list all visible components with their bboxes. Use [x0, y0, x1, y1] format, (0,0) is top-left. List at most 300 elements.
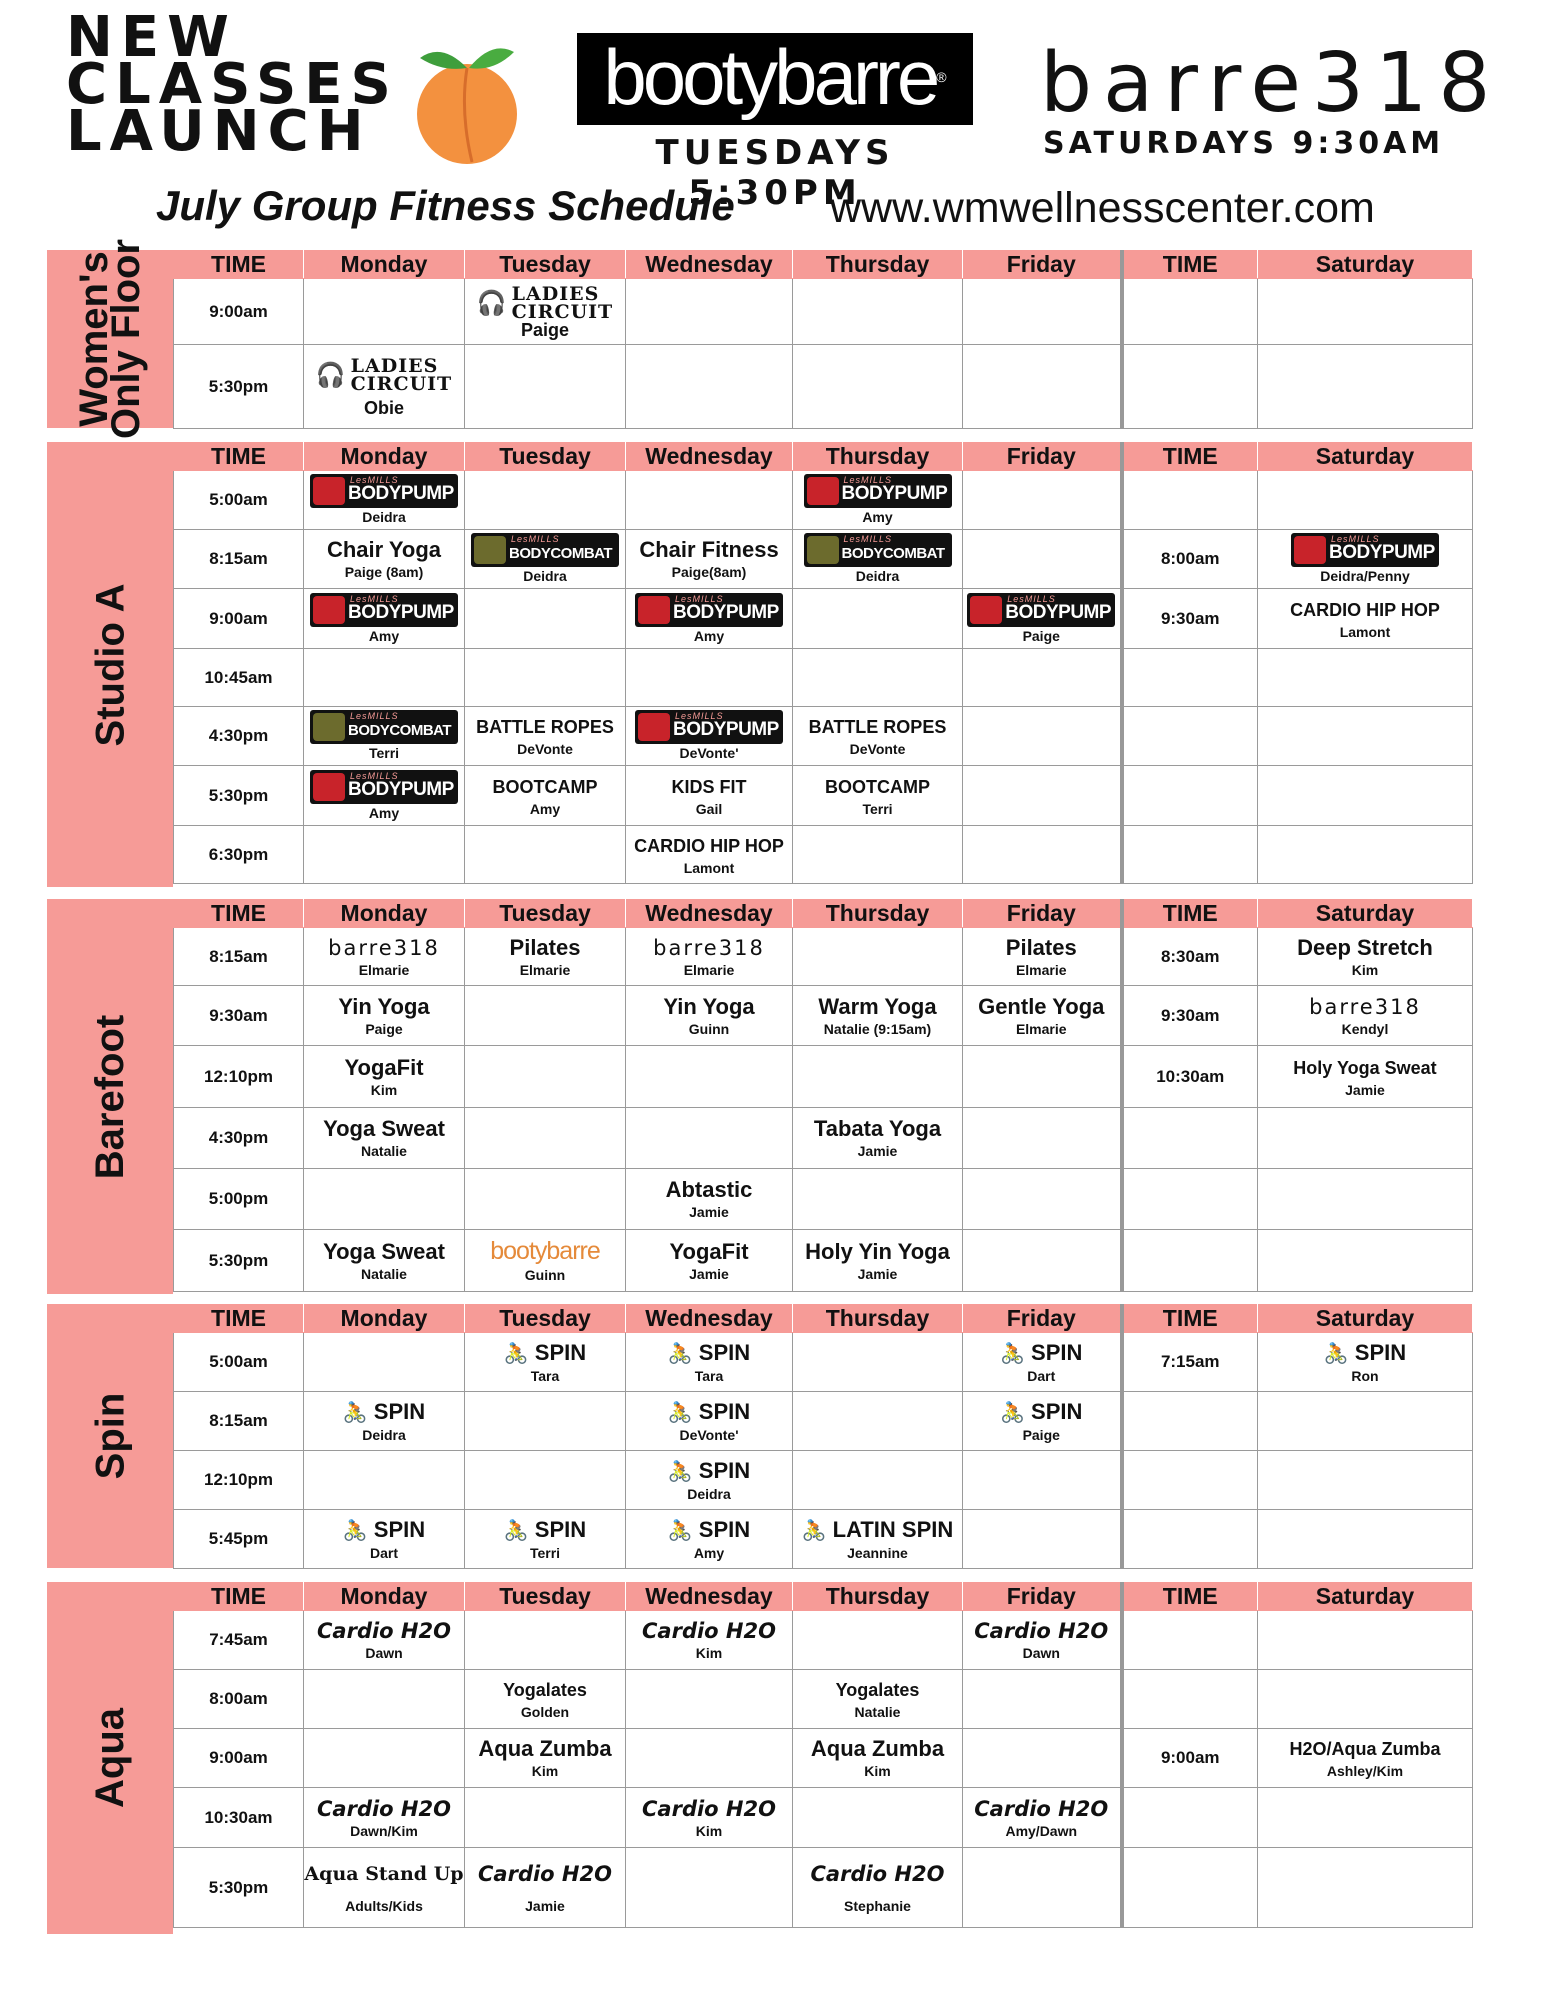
time-cell: 4:30pm: [174, 1108, 304, 1169]
class-name: BATTLE ROPES: [808, 717, 947, 737]
header-row: TIME Monday Tuesday Wednesday Thursday Friday TIME Saturday: [174, 251, 1473, 279]
class-cell: [304, 345, 465, 429]
instructor: Amy: [368, 627, 400, 644]
class-name: BOOTCAMP: [825, 776, 930, 797]
instructor: Jamie: [689, 1204, 729, 1220]
time-cell: 9:30am: [1122, 589, 1258, 649]
bodypump-logo: LesMILLS BODYPUMP: [635, 710, 783, 744]
class-name: CARDIO HIP HOP: [1290, 599, 1440, 620]
table-row: [174, 1046, 1473, 1108]
time-cell: 8:15am: [174, 530, 304, 589]
time-cell: 9:00am: [174, 589, 304, 649]
time-cell: 8:15am: [174, 928, 304, 986]
time-cell: 9:00am: [174, 1729, 304, 1788]
class-name: Aqua Zumba: [810, 1736, 945, 1761]
class-cell: [793, 707, 963, 766]
class-cell: [626, 766, 793, 826]
instructor: Kim: [531, 1763, 559, 1779]
bodycombat-logo: LesMILLS BODYCOMBAT: [471, 533, 619, 567]
class-cell: [1258, 928, 1473, 986]
class-cell: [304, 1788, 465, 1848]
time-cell: 5:30pm: [174, 1848, 304, 1928]
class-cell: [626, 986, 793, 1046]
bike-icon: 🚴: [342, 1401, 368, 1424]
bike-icon: 🚴: [667, 1519, 693, 1542]
bike-icon: 🚴: [1323, 1342, 1349, 1365]
bike-icon: 🚴: [342, 1519, 368, 1542]
class-cell: [626, 589, 793, 649]
time-cell: 5:30pm: [174, 766, 304, 826]
headphones-icon: 🎧: [315, 359, 347, 389]
table-row: [174, 1392, 1473, 1451]
instructor: Dawn: [1022, 1645, 1060, 1661]
class-name: YogaFit: [669, 1238, 749, 1264]
class-cell: [465, 928, 626, 986]
table-row: [174, 826, 1473, 884]
instructor: Deidra: [362, 1426, 406, 1443]
time-cell: 8:00am: [174, 1670, 304, 1729]
class-name: Yin Yoga: [663, 993, 755, 1019]
class-cell: [793, 1670, 963, 1729]
table-row: [174, 649, 1473, 707]
table-row: [174, 345, 1473, 429]
class-name: Cardio H2O: [642, 1796, 776, 1821]
instructor: Kim: [370, 1081, 398, 1098]
instructor: Amy: [693, 1544, 725, 1561]
time-cell: 10:45am: [174, 649, 304, 707]
class-cell: [304, 1611, 465, 1670]
ladies-circuit-logo: 🎧 LADIES CIRCUIT: [315, 354, 453, 395]
instructor: Terri: [529, 1544, 561, 1561]
schedule-table: [173, 442, 1473, 884]
time-cell: 5:30pm: [174, 1230, 304, 1292]
class-name: SPIN: [1031, 1339, 1083, 1365]
instructor: Natalie: [361, 1143, 407, 1159]
instructor: Kendyl: [1341, 1020, 1389, 1037]
class-name: barre318: [1309, 994, 1421, 1019]
bike-icon: 🚴: [1000, 1342, 1026, 1365]
class-name: SPIN: [1354, 1339, 1407, 1365]
class-name: BOOTCAMP: [492, 776, 598, 797]
time-cell: 9:00am: [174, 279, 304, 345]
bodypump-logo: LesMILLS BODYPUMP: [804, 474, 952, 508]
bodycombat-logo: LesMILLS BODYCOMBAT: [804, 533, 952, 567]
headphones-icon: 🎧: [476, 287, 508, 317]
class-cell: [793, 1729, 963, 1788]
bike-icon: 🚴: [667, 1342, 693, 1365]
table-row: [174, 1788, 1473, 1848]
table-row: [174, 589, 1473, 649]
table-row: [174, 530, 1473, 589]
instructor: Amy: [529, 800, 561, 817]
class-cell: [793, 471, 963, 530]
bodypump-logo: LesMILLS BODYPUMP: [967, 593, 1115, 627]
class-cell: [1258, 1729, 1473, 1788]
instructor: Tara: [694, 1367, 724, 1384]
class-name: Cardio H2O: [642, 1619, 776, 1643]
class-cell: [465, 766, 626, 826]
table-row: [174, 1169, 1473, 1230]
instructor: Paige (8am): [344, 564, 424, 580]
section-womens-only-floor: [47, 239, 1472, 439]
bike-icon: 🚴: [503, 1519, 529, 1542]
class-name: SPIN: [698, 1398, 751, 1424]
instructor: Stephanie: [844, 1897, 911, 1914]
header-row: TIME Monday Tuesday Wednesday Thursday Friday TIME Saturday: [174, 1583, 1473, 1611]
time-cell: 9:30am: [1122, 986, 1258, 1046]
instructor: Terri: [368, 745, 400, 761]
instructor: Lamont: [1339, 623, 1391, 640]
class-name: Pilates: [1005, 934, 1077, 960]
time-cell: 4:30pm: [174, 707, 304, 766]
class-name: Yogalates: [835, 1680, 920, 1700]
table-row: [174, 1848, 1473, 1928]
class-cell: [626, 1510, 793, 1569]
class-cell: [304, 928, 465, 986]
table-row: [174, 986, 1473, 1046]
time-cell: 5:30pm: [174, 345, 304, 429]
bodypump-logo: LesMILLS BODYPUMP: [310, 474, 458, 508]
instructor: Elmarie: [1015, 961, 1067, 978]
table-row: [174, 1108, 1473, 1169]
instructor: Deidra: [523, 568, 567, 584]
section-label: Studio A: [88, 583, 132, 746]
class-cell: [963, 589, 1122, 649]
website-url: www.wmwellnesscenter.com: [830, 184, 1375, 232]
class-cell: [304, 1848, 465, 1928]
page-header: [0, 0, 1545, 245]
schedule-table: [173, 250, 1473, 429]
instructor: DeVonte': [679, 745, 739, 761]
instructor: Amy/Dawn: [1005, 1822, 1078, 1839]
class-cell: [304, 589, 465, 649]
instructor: Dart: [369, 1544, 398, 1561]
class-name: Yoga Sweat: [323, 1116, 445, 1141]
instructor: Natalie: [854, 1704, 901, 1720]
class-cell: [963, 1788, 1122, 1848]
class-name: Holy Yoga Sweat: [1293, 1057, 1437, 1078]
class-name: YogaFit: [344, 1054, 424, 1080]
header-row: TIME Monday Tuesday Wednesday Thursday Friday TIME Saturday: [174, 443, 1473, 471]
table-row: [174, 707, 1473, 766]
instructor: Deidra: [362, 509, 406, 525]
instructor: Ashley/Kim: [1326, 1763, 1404, 1779]
section-spin: [47, 1304, 1472, 1568]
class-name: Cardio H2O: [317, 1796, 451, 1821]
time-cell: 12:10pm: [174, 1046, 304, 1108]
class-cell: [465, 279, 626, 345]
class-cell: [465, 1230, 626, 1292]
class-cell: [626, 1451, 793, 1510]
section-band: [47, 899, 173, 1294]
instructor: Dawn/Kim: [350, 1822, 418, 1839]
class-cell: [1258, 589, 1473, 649]
class-cell: [465, 707, 626, 766]
schedule-table: [173, 1304, 1473, 1569]
section-band: [47, 442, 173, 887]
class-cell: [304, 1046, 465, 1108]
bootybarre-logo-small: bootybarre: [490, 1237, 600, 1265]
schedule-table: [173, 899, 1473, 1292]
section-band: [47, 1582, 173, 1934]
class-cell: [793, 766, 963, 826]
table-row: [174, 1451, 1473, 1510]
bike-icon: 🚴: [667, 1460, 693, 1483]
class-cell: [304, 1230, 465, 1292]
instructor: Obie: [363, 397, 404, 418]
table-row: [174, 1333, 1473, 1392]
class-cell: [626, 1169, 793, 1230]
instructor: Deidra: [855, 568, 900, 584]
bike-icon: 🚴: [503, 1342, 529, 1365]
class-name: SPIN: [373, 1398, 426, 1424]
instructor: Lamont: [683, 859, 735, 876]
table-row: [174, 471, 1473, 530]
table-row: [174, 1611, 1473, 1670]
class-cell: [1258, 986, 1473, 1046]
instructor: Jamie: [525, 1897, 565, 1914]
time-cell: 8:00am: [1122, 530, 1258, 589]
class-name: H2O/Aqua Zumba: [1289, 1739, 1441, 1759]
time-cell: 10:30am: [1122, 1046, 1258, 1108]
class-name: Aqua Stand Up: [304, 1862, 464, 1885]
class-cell: [963, 1611, 1122, 1670]
class-cell: [1258, 1046, 1473, 1108]
table-row: [174, 1230, 1473, 1292]
bootybarre-logo: bootybarre®: [577, 33, 973, 125]
instructor: DeVonte: [849, 741, 906, 757]
class-name: SPIN: [534, 1339, 587, 1365]
instructor: Deidra/Penny: [1320, 568, 1410, 584]
class-name: Chair Yoga: [326, 537, 442, 562]
table-row: [174, 1729, 1473, 1788]
class-cell: [304, 471, 465, 530]
class-cell: [626, 707, 793, 766]
time-cell: 7:45am: [174, 1611, 304, 1670]
class-cell: [963, 986, 1122, 1046]
section-studio-a: [47, 442, 1472, 887]
instructor: Tara: [530, 1367, 560, 1384]
instructor: Jamie: [857, 1265, 898, 1282]
time-cell: 10:30am: [174, 1788, 304, 1848]
class-name: Cardio H2O: [974, 1619, 1109, 1643]
class-cell: [793, 1510, 963, 1569]
instructor: Amy: [368, 804, 400, 821]
section-barefoot: [47, 899, 1472, 1294]
class-name: Cardio H2O: [810, 1861, 945, 1886]
instructor: Kim: [1351, 961, 1379, 978]
class-cell: [465, 1333, 626, 1392]
class-name: Yogalates: [503, 1680, 587, 1700]
instructor: Paige: [1022, 1426, 1060, 1443]
header-row: TIME Monday Tuesday Wednesday Thursday Friday TIME Saturday: [174, 1305, 1473, 1333]
class-name: Yoga Sweat: [323, 1238, 445, 1264]
instructor: Guinn: [524, 1267, 566, 1283]
class-cell: [626, 1333, 793, 1392]
instructor: Kim: [695, 1645, 723, 1661]
instructor: Deidra: [687, 1485, 731, 1502]
class-cell: [793, 986, 963, 1046]
class-cell: [465, 1729, 626, 1788]
instructor: Amy: [862, 509, 893, 525]
class-name: SPIN: [534, 1516, 587, 1542]
class-cell: [626, 1392, 793, 1451]
class-name: Chair Fitness: [639, 537, 779, 562]
section-band: [47, 1304, 173, 1568]
class-name: LATIN SPIN: [832, 1516, 954, 1542]
bike-icon: 🚴: [667, 1401, 693, 1424]
peach-icon: [412, 32, 522, 167]
bodypump-logo: LesMILLS BODYPUMP: [635, 593, 783, 627]
class-name: Holy Yin Yoga: [805, 1238, 950, 1264]
class-cell: [304, 1392, 465, 1451]
instructor: Elmarie: [683, 961, 735, 978]
class-name: barre318: [328, 935, 440, 960]
instructor: Jeannine: [847, 1544, 908, 1561]
class-name: SPIN: [698, 1457, 751, 1483]
class-cell: [1258, 530, 1473, 589]
class-name: Warm Yoga: [818, 993, 937, 1019]
new-classes-launch-heading: NEW CLASSES LAUNCH: [66, 5, 399, 164]
class-cell: [304, 1510, 465, 1569]
instructor: Guinn: [688, 1020, 730, 1037]
class-cell: [963, 1392, 1122, 1451]
instructor: Jamie: [857, 1143, 898, 1159]
instructor: Jamie: [1345, 1081, 1385, 1098]
instructor: Terri: [862, 800, 893, 817]
instructor: Ron: [1351, 1367, 1379, 1384]
instructor: Natalie (9:15am): [823, 1020, 932, 1037]
instructor: Elmarie: [519, 961, 571, 978]
barre318-time: SATURDAYS 9:30AM: [1043, 126, 1445, 161]
class-name: SPIN: [1031, 1398, 1083, 1424]
class-name: Cardio H2O: [974, 1796, 1109, 1821]
time-cell: 8:15am: [174, 1392, 304, 1451]
bodypump-logo: LesMILLS BODYPUMP: [1291, 533, 1439, 567]
table-row: [174, 928, 1473, 986]
bodypump-logo: LesMILLS BODYPUMP: [310, 593, 458, 627]
schedule-table: [173, 1582, 1473, 1928]
class-name: SPIN: [373, 1516, 426, 1542]
bike-icon: 🚴: [1000, 1401, 1026, 1424]
barre318-logo: barre318: [1040, 36, 1502, 131]
instructor: Paige: [520, 319, 570, 340]
class-name: SPIN: [698, 1339, 751, 1365]
instructor: Amy: [693, 627, 725, 644]
section-label: Aqua: [88, 1708, 132, 1808]
bodypump-logo: LesMILLS BODYPUMP: [310, 770, 458, 804]
instructor: Elmarie: [358, 961, 410, 978]
class-cell: [465, 1670, 626, 1729]
class-name: KIDS FIT: [671, 776, 747, 797]
instructor: Paige: [1022, 627, 1060, 644]
class-cell: [626, 1788, 793, 1848]
bootybarre-time: TUESDAYS 5:30PM: [655, 133, 895, 213]
class-cell: [304, 707, 465, 766]
instructor: Kim: [695, 1822, 723, 1839]
class-cell: [793, 1848, 963, 1928]
instructor: Elmarie: [1015, 1020, 1067, 1037]
class-cell: [304, 766, 465, 826]
time-cell: 5:00am: [174, 1333, 304, 1392]
instructor: DeVonte: [517, 741, 573, 757]
instructor: Dawn: [365, 1645, 403, 1661]
section-label: Barefoot: [88, 1014, 133, 1179]
class-name: Cardio H2O: [478, 1861, 612, 1886]
instructor: Jamie: [689, 1265, 729, 1282]
class-cell: [793, 1230, 963, 1292]
class-cell: [793, 530, 963, 589]
ladies-circuit-logo: 🎧 LADIES CIRCUIT: [476, 282, 614, 323]
section-band: [47, 239, 173, 439]
section-aqua: [47, 1582, 1472, 1934]
instructor: DeVonte': [679, 1426, 739, 1443]
instructor: Adults/Kids: [345, 1897, 423, 1914]
class-name: SPIN: [698, 1516, 751, 1542]
instructor: Golden: [520, 1704, 570, 1720]
time-cell: 9:00am: [1122, 1729, 1258, 1788]
class-cell: [1258, 1333, 1473, 1392]
class-cell: [465, 1510, 626, 1569]
class-name: Cardio H2O: [317, 1619, 451, 1643]
instructor: Gail: [695, 800, 723, 817]
time-cell: 6:30pm: [174, 826, 304, 884]
class-cell: [304, 530, 465, 589]
schedule-title: July Group Fitness Schedule: [156, 182, 735, 229]
time-cell: 5:00am: [174, 471, 304, 530]
time-cell: 8:30am: [1122, 928, 1258, 986]
table-row: [174, 1670, 1473, 1729]
class-cell: [465, 530, 626, 589]
class-cell: [626, 826, 793, 884]
class-name: Abtastic: [665, 1177, 753, 1202]
class-cell: [465, 1848, 626, 1928]
instructor: Natalie: [361, 1265, 407, 1282]
class-name: barre318: [653, 935, 765, 960]
class-name: CARDIO HIP HOP: [634, 835, 784, 856]
table-row: [174, 1510, 1473, 1569]
time-cell: 5:00pm: [174, 1169, 304, 1230]
header-row: TIME Monday Tuesday Wednesday Thursday Friday TIME Saturday: [174, 900, 1473, 928]
instructor: Paige: [365, 1020, 403, 1037]
class-name: Deep Stretch: [1297, 934, 1433, 960]
bodycombat-logo: LesMILLS BODYCOMBAT: [310, 710, 458, 744]
section-label: Spin: [87, 1392, 132, 1480]
class-name: Pilates: [509, 934, 581, 960]
time-cell: 5:45pm: [174, 1510, 304, 1569]
class-cell: [626, 928, 793, 986]
time-cell: 12:10pm: [174, 1451, 304, 1510]
table-row: [174, 766, 1473, 826]
class-cell: [304, 1108, 465, 1169]
class-cell: [626, 1230, 793, 1292]
time-cell: 9:30am: [174, 986, 304, 1046]
time-cell: 7:15am: [1122, 1333, 1258, 1392]
class-cell: [626, 1611, 793, 1670]
instructor: Kim: [864, 1763, 891, 1779]
class-cell: [304, 986, 465, 1046]
class-name: Yin Yoga: [338, 993, 430, 1019]
instructor: Dart: [1027, 1367, 1056, 1384]
class-name: Tabata Yoga: [813, 1116, 942, 1141]
table-row: [174, 279, 1473, 345]
class-cell: [963, 1333, 1122, 1392]
class-name: Gentle Yoga: [978, 993, 1105, 1019]
bike-icon: 🚴: [801, 1519, 827, 1542]
class-name: Aqua Zumba: [478, 1736, 612, 1761]
class-cell: [626, 530, 793, 589]
section-label: Only Floor: [104, 239, 148, 439]
